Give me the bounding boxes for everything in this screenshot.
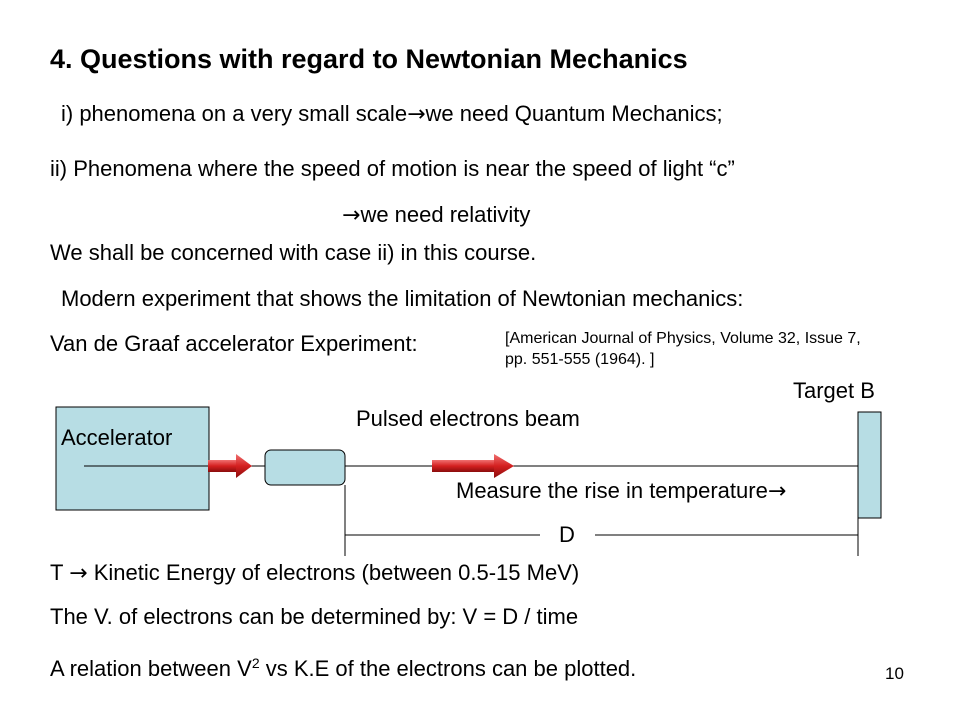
line-van-de-graaf: Van de Graaf accelerator Experiment:	[50, 331, 418, 356]
detector-box	[265, 450, 345, 485]
measure-label-text: Measure the rise in temperature	[456, 478, 768, 503]
arrow-right-icon: →	[767, 479, 787, 504]
measure-label	[456, 480, 786, 503]
line-kinetic-energy	[50, 562, 579, 585]
line-course-scope: We shall be concerned with case ii) in this course.	[50, 240, 537, 265]
arrow-right-icon: →	[69, 561, 88, 586]
line-relation	[50, 655, 637, 681]
beam-label: Pulsed electrons beam	[356, 406, 580, 431]
line-speed-of-light: ii) Phenomena where the speed of motion is near the speed of light “c”	[50, 156, 735, 181]
page-number: 10	[885, 664, 904, 683]
relation-superscript: 2	[251, 655, 260, 671]
line-small-scale-text: i) phenomena on a very small scale	[61, 101, 408, 126]
accelerator-label: Accelerator	[61, 425, 173, 450]
target-b-plate	[858, 412, 881, 518]
accelerator-box	[56, 407, 209, 510]
t-symbol: T	[50, 560, 64, 585]
relation-text-a: A relation between V	[50, 656, 252, 681]
line-velocity: The V. of electrons can be determined by: V = D / time	[50, 604, 579, 629]
electron-arrow-icon	[432, 454, 514, 478]
reference-citation: [American Journal of Physics, Volume 32, Issue 7, pp. 551-555 (1964). ]	[505, 330, 861, 368]
target-label: Target B	[793, 378, 875, 403]
line-relativity-text: we need relativity	[360, 202, 531, 227]
slide-title: 4. Questions with regard to Newtonian Mechanics	[50, 44, 688, 74]
electron-arrow-icon	[208, 454, 252, 478]
line-quantum-text: we need Quantum Mechanics;	[425, 101, 723, 126]
arrow-right-icon: →	[342, 203, 361, 228]
relation-text-b: vs K.E of the electrons can be plotted.	[259, 656, 637, 681]
distance-label: D	[559, 522, 575, 547]
kinetic-energy-text: Kinetic Energy of electrons (between 0.5-15 MeV)	[93, 560, 580, 585]
arrow-right-icon: →	[407, 102, 426, 127]
line-modern-experiment: Modern experiment that shows the limitation of Newtonian mechanics:	[61, 286, 744, 311]
